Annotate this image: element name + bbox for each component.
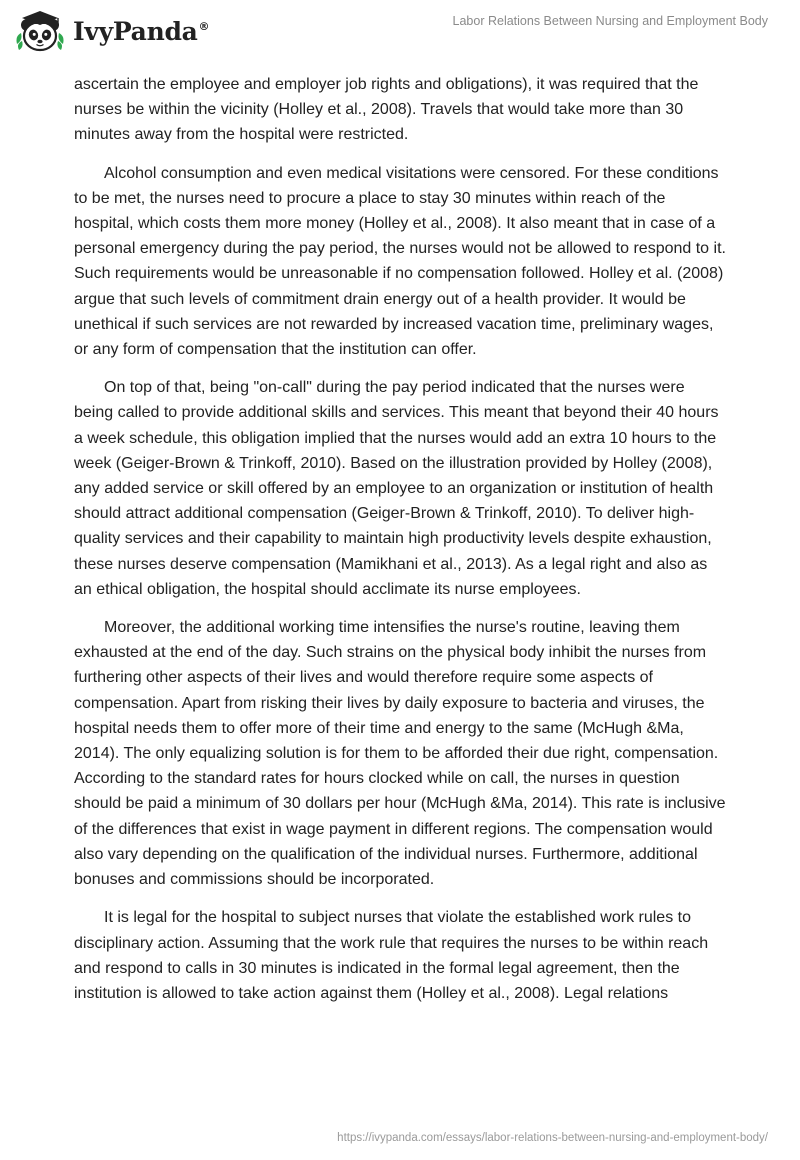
page-header <box>0 0 800 64</box>
paragraph: Alcohol consumption and even medical visitations were censored. For these conditions to be met, the nurses need to procure a place to stay 30 minutes within reach of the hospital, which costs them more money (Holley et al., 2008). It also meant that in case of a personal emergency during the pay period, the nurses would not be allowed to respond to it. Such requirements would be unreasonable if no compensation followed. Holley et al. (2008) argue that such levels of commitment drain energy out of a health provider. It would be unethical if such services are not rewarded by increased vacation time, preliminary wages, or any form of compensation that the institution can offer. <box>74 164 726 359</box>
source-url-link[interactable]: https://ivypanda.com/essays/labor-relations-between-nursing-and-employment-body/ <box>337 1132 768 1144</box>
paragraph: On top of that, being "on-call" during the pay period indicated that the nurses were being called to provide additional skills and services. This meant that beyond their 40 hours a week schedule, this obligation implied that the nurses would add an extra 10 hours to the week (Geiger-Brown & Trinkoff, 2010). Based on the illustration provided by Holley (2008), any added service or skill offered by an employee to an organization or institution of health should attract additional compensation (Geiger-Brown & Trinkoff, 2010). To deliver high-quality services and their capability to maintain high productivity levels despite exhaustion, these nurses deserve compensation (Mamikhani et al., 2013). As a legal right and also as an ethical obligation, the hospital should acclimate its nurse employees. <box>74 379 719 598</box>
registered-mark: ® <box>198 20 210 34</box>
ivypanda-logo[interactable] <box>14 8 209 54</box>
document-title: Labor Relations Between Nursing and Employment Body <box>452 14 768 28</box>
paragraph: Moreover, the additional working time intensifies the nurse's routine, leaving them exhausted at the end of the day. Such strains on the physical body inhibit the nurses from furthering other aspects of their lives and would therefore require some aspects of compensation. Apart from risking their lives by daily exposure to bacteria and viruses, the hospital needs them to offer more of their time and energy to the same (McHugh &Ma, 2014). The only equalizing solution is for them to be afforded their due right, compensation. According to the standard rates for hours clocked while on call, the nurses in question should be paid a minimum of 30 dollars per hour (McHugh &Ma, 2014). This rate is inclusive of the differences that exist in wage payment in different regions. The compensation would also vary depending on the qualification of the individual nurses. Furthermore, additional bonuses and commissions should be incorporated. <box>74 619 726 889</box>
paragraph: ascertain the employee and employer job rights and obligations), it was required that the nurses be within the vicinity (Holley et al., 2008). Travels that would take more than 30 minutes away from the hospital were restricted. <box>74 76 699 144</box>
paragraph: It is legal for the hospital to subject nurses that violate the established work rules to disciplinary action. Assuming that the work rule that requires the nurses to be within reach and respond to calls in 30 minutes is indicated in the formal legal agreement, then the institution is allowed to take action against them (Holley et al., 2008). Legal relations <box>74 909 709 1002</box>
panda-graduation-cap-icon <box>14 8 66 54</box>
essay-body <box>74 72 726 1019</box>
brand-name: IvyPanda® <box>73 16 210 46</box>
